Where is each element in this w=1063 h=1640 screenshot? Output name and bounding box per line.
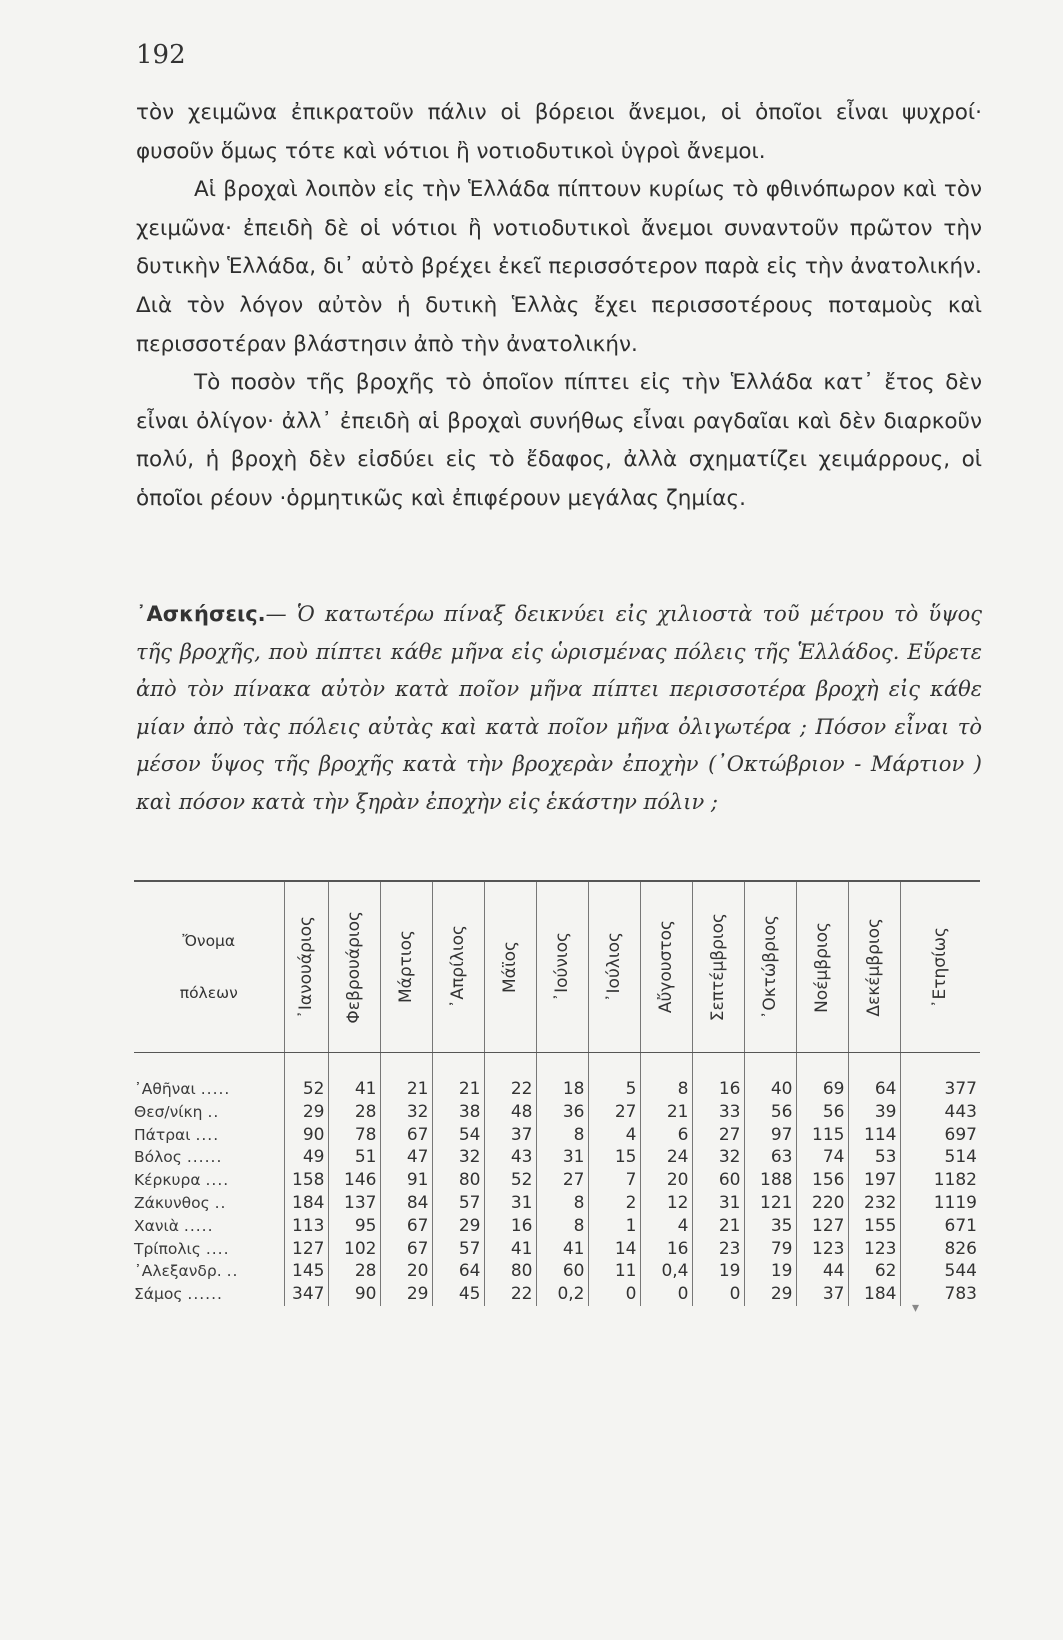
month-header-label: Αὔγουστος bbox=[656, 920, 676, 1014]
city-name: Τρίπολις bbox=[134, 1239, 201, 1258]
rainfall-value-cell: 145 bbox=[284, 1260, 328, 1283]
rainfall-value-cell: 67 bbox=[380, 1238, 432, 1261]
rainfall-value-cell: 5 bbox=[588, 1053, 640, 1101]
rainfall-value-cell: 63 bbox=[744, 1146, 796, 1169]
annual-value-cell: 1182 bbox=[900, 1169, 980, 1192]
table-row bbox=[134, 1192, 980, 1215]
rainfall-value-cell: 97 bbox=[744, 1124, 796, 1147]
month-header-label: ᾿Οκτώβριος bbox=[760, 914, 780, 1020]
rainfall-value-cell: 21 bbox=[380, 1053, 432, 1101]
annual-value-cell: 671 bbox=[900, 1215, 980, 1238]
rainfall-value-cell: 2 bbox=[588, 1192, 640, 1215]
exercise-section bbox=[136, 596, 982, 821]
rainfall-value-cell: 232 bbox=[848, 1192, 900, 1215]
month-header-label: ᾿Απρίλιος bbox=[448, 925, 468, 1009]
leader-dots: ...... bbox=[187, 1285, 223, 1304]
rainfall-value-cell: 69 bbox=[796, 1053, 848, 1101]
rainfall-value-cell: 28 bbox=[328, 1101, 380, 1124]
rainfall-value-cell: 20 bbox=[640, 1169, 692, 1192]
rainfall-value-cell: 20 bbox=[380, 1260, 432, 1283]
rainfall-value-cell: 155 bbox=[848, 1215, 900, 1238]
rainfall-value-cell: 220 bbox=[796, 1192, 848, 1215]
annual-value-cell: 783 bbox=[900, 1283, 980, 1306]
city-header-line-1: Ὄνομα bbox=[182, 932, 236, 950]
rainfall-table-container bbox=[134, 880, 980, 1640]
rainfall-value-cell: 95 bbox=[328, 1215, 380, 1238]
table-body bbox=[134, 1053, 980, 1306]
exercise-title: ᾿Ασκήσεις. bbox=[136, 602, 266, 626]
rainfall-value-cell: 114 bbox=[848, 1124, 900, 1147]
rainfall-value-cell: 32 bbox=[380, 1101, 432, 1124]
month-header bbox=[588, 881, 640, 1053]
rainfall-value-cell: 37 bbox=[484, 1124, 536, 1147]
rainfall-table bbox=[134, 880, 980, 1306]
annual-value-cell: 377 bbox=[900, 1053, 980, 1101]
rainfall-value-cell: 80 bbox=[432, 1169, 484, 1192]
rainfall-value-cell: 137 bbox=[328, 1192, 380, 1215]
month-header-label: ᾿Ιούλιος bbox=[604, 932, 624, 1002]
rainfall-value-cell: 44 bbox=[796, 1260, 848, 1283]
leader-dots: .... bbox=[205, 1171, 230, 1190]
rainfall-value-cell: 28 bbox=[328, 1260, 380, 1283]
rainfall-value-cell: 29 bbox=[744, 1283, 796, 1306]
rainfall-value-cell: 57 bbox=[432, 1238, 484, 1261]
rainfall-value-cell: 7 bbox=[588, 1169, 640, 1192]
month-header bbox=[380, 881, 432, 1053]
rainfall-value-cell: 29 bbox=[284, 1101, 328, 1124]
rainfall-value-cell: 6 bbox=[640, 1124, 692, 1147]
rainfall-value-cell: 102 bbox=[328, 1238, 380, 1261]
rainfall-value-cell: 11 bbox=[588, 1260, 640, 1283]
table-header-row bbox=[134, 881, 980, 1053]
month-header bbox=[848, 881, 900, 1053]
month-header-label: Φεβρουάριος bbox=[344, 910, 364, 1024]
rainfall-value-cell: 19 bbox=[744, 1260, 796, 1283]
table-row bbox=[134, 1283, 980, 1306]
city-name: Πάτραι bbox=[134, 1125, 191, 1144]
rainfall-value-cell: 22 bbox=[484, 1283, 536, 1306]
rainfall-value-cell: 113 bbox=[284, 1215, 328, 1238]
rainfall-value-cell: 41 bbox=[484, 1238, 536, 1261]
month-header-label: ᾿Ιούνιος bbox=[552, 932, 572, 1002]
leader-dots: ..... bbox=[200, 1080, 231, 1098]
rainfall-value-cell: 67 bbox=[380, 1215, 432, 1238]
rainfall-value-cell: 115 bbox=[796, 1124, 848, 1147]
rainfall-value-cell: 78 bbox=[328, 1124, 380, 1147]
rainfall-value-cell: 51 bbox=[328, 1146, 380, 1169]
rainfall-value-cell: 22 bbox=[484, 1053, 536, 1101]
paragraph-2: Αἱ βροχαὶ λοιπὸν εἰς τὴν Ἑλλάδα πίπτουν κυρίως τὸ φθινόπωρον καὶ τὸν χειμῶνα· ἐπειδὴ δὲ οἱ νότιοι ἢ νοτιοδυτικοὶ ἄνεμοι συναντοῦν πρῶτον τὴν δυτικὴν Ἑλλάδα, δι᾿ αὐτὸ βρέχει ἐκεῖ περισσότερον παρὰ εἰς τὴν ἀνατολικήν. Διὰ τὸν λόγον αὐτὸν ἡ δυτικὴ Ἑλλὰς ἔχει περισσοτέρους ποταμοὺς καὶ περισσοτέραν βλάστησιν ἀπὸ τὴν ἀνατολικήν. bbox=[136, 177, 982, 357]
table-row bbox=[134, 1124, 980, 1147]
annual-header bbox=[900, 881, 980, 1053]
rainfall-value-cell: 4 bbox=[588, 1124, 640, 1147]
rainfall-value-cell: 27 bbox=[588, 1101, 640, 1124]
rainfall-value-cell: 19 bbox=[692, 1260, 744, 1283]
rainfall-value-cell: 21 bbox=[692, 1215, 744, 1238]
city-name-cell bbox=[134, 1192, 284, 1215]
rainfall-value-cell: 52 bbox=[484, 1169, 536, 1192]
rainfall-value-cell: 40 bbox=[744, 1053, 796, 1101]
rainfall-value-cell: 8 bbox=[536, 1215, 588, 1238]
rainfall-value-cell: 8 bbox=[536, 1192, 588, 1215]
month-header-label: Δεκέμβριος bbox=[864, 917, 884, 1017]
rainfall-value-cell: 41 bbox=[536, 1238, 588, 1261]
rainfall-value-cell: 0 bbox=[588, 1283, 640, 1306]
rainfall-value-cell: 156 bbox=[796, 1169, 848, 1192]
rainfall-value-cell: 18 bbox=[536, 1053, 588, 1101]
city-name: Σάμος bbox=[134, 1285, 183, 1304]
annual-value-cell: 443 bbox=[900, 1101, 980, 1124]
rainfall-value-cell: 48 bbox=[484, 1101, 536, 1124]
rainfall-value-cell: 79 bbox=[744, 1238, 796, 1261]
rainfall-value-cell: 41 bbox=[328, 1053, 380, 1101]
rainfall-value-cell: 21 bbox=[640, 1101, 692, 1124]
rainfall-value-cell: 57 bbox=[432, 1192, 484, 1215]
rainfall-value-cell: 0 bbox=[640, 1283, 692, 1306]
rainfall-value-cell: 52 bbox=[284, 1053, 328, 1101]
rainfall-value-cell: 12 bbox=[640, 1192, 692, 1215]
table-row bbox=[134, 1101, 980, 1124]
city-name-cell bbox=[134, 1169, 284, 1192]
rainfall-value-cell: 32 bbox=[432, 1146, 484, 1169]
leader-dots: .... bbox=[195, 1125, 220, 1144]
rainfall-value-cell: 90 bbox=[328, 1283, 380, 1306]
rainfall-value-cell: 27 bbox=[692, 1124, 744, 1147]
month-header-label: Μάρτιος bbox=[396, 930, 416, 1004]
rainfall-value-cell: 8 bbox=[640, 1053, 692, 1101]
rainfall-value-cell: 16 bbox=[692, 1053, 744, 1101]
rainfall-value-cell: 27 bbox=[536, 1169, 588, 1192]
city-name: Θεσ/νίκη bbox=[134, 1102, 203, 1121]
body-text bbox=[136, 94, 982, 519]
rainfall-value-cell: 54 bbox=[432, 1124, 484, 1147]
rainfall-value-cell: 45 bbox=[432, 1283, 484, 1306]
rainfall-value-cell: 8 bbox=[536, 1124, 588, 1147]
month-header-label: ᾿Ιανουάριος bbox=[296, 915, 316, 1019]
table-row bbox=[134, 1260, 980, 1283]
leader-dots: .... bbox=[205, 1239, 230, 1258]
rainfall-value-cell: 67 bbox=[380, 1124, 432, 1147]
rainfall-value-cell: 14 bbox=[588, 1238, 640, 1261]
leader-dots: .. bbox=[226, 1262, 239, 1281]
rainfall-value-cell: 4 bbox=[640, 1215, 692, 1238]
rainfall-value-cell: 0 bbox=[692, 1283, 744, 1306]
rainfall-value-cell: 123 bbox=[796, 1238, 848, 1261]
rainfall-value-cell: 64 bbox=[432, 1260, 484, 1283]
city-name: ᾿Αλεξανδρ. bbox=[134, 1262, 222, 1281]
rainfall-value-cell: 158 bbox=[284, 1169, 328, 1192]
rainfall-value-cell: 184 bbox=[284, 1192, 328, 1215]
rainfall-value-cell: 62 bbox=[848, 1260, 900, 1283]
rainfall-value-cell: 31 bbox=[536, 1146, 588, 1169]
rainfall-value-cell: 84 bbox=[380, 1192, 432, 1215]
rainfall-value-cell: 38 bbox=[432, 1101, 484, 1124]
rainfall-value-cell: 347 bbox=[284, 1283, 328, 1306]
annual-header-label: ᾿Ετησίως bbox=[930, 926, 951, 1008]
rainfall-value-cell: 74 bbox=[796, 1146, 848, 1169]
rainfall-value-cell: 146 bbox=[328, 1169, 380, 1192]
rainfall-value-cell: 31 bbox=[692, 1192, 744, 1215]
table-row bbox=[134, 1215, 980, 1238]
rainfall-value-cell: 127 bbox=[796, 1215, 848, 1238]
table-row bbox=[134, 1053, 980, 1101]
exercise-text: Ὁ κατωτέρω πίναξ δεικνύει εἰς χιλιοστὰ τοῦ μέτρου τὸ ὕψος τῆς βροχῆς, ποὺ πίπτει κάθε μῆνα εἰς ὡρισμένας πόλεις τῆς Ἑλλάδος. Εὕρετε ἀπὸ τὸν πίνακα αὐτὸν κατὰ ποῖον μῆνα πίπτει περισσοτέρα βροχὴ εἰς κάθε μίαν ἀπὸ τὰς πόλεις αὐτὰς καὶ κατὰ ποῖον μῆνα ὀλιγωτέρα ; Πόσον εἶναι τὸ μέσον ὕψος τῆς βροχῆς κατὰ τὴν βροχερὰν ἐποχὴν (᾿Οκτώβριον - Μάρτιον ) καὶ πόσον κατὰ τὴν ξηρὰν ἐποχὴν εἰς ἑκάστην πόλιν ; bbox=[136, 602, 982, 814]
month-header-label: Μάϊος bbox=[500, 940, 520, 993]
paragraph-3: Τὸ ποσὸν τῆς βροχῆς τὸ ὁποῖον πίπτει εἰς τὴν Ἑλλάδα κατ᾿ ἔτος δὲν εἶναι ὀλίγον· ἀλλ᾿ ἐπειδὴ αἱ βροχαὶ συνήθως εἶναι ραγδαῖαι καὶ δὲν διαρκοῦν πολύ, ἡ βροχὴ δὲν εἰσδύει εἰς τὸ ἔδαφος, ἀλλὰ σχηματίζει χειμάρρους, οἱ ὁποῖοι ρέουν ·ὁρμητικῶς καὶ ἐπιφέρουν μεγάλας ζημίας. bbox=[136, 370, 982, 511]
month-header-label: Νοέμβριος bbox=[812, 921, 832, 1013]
paragraph-1: τὸν χειμῶνα ἐπικρατοῦν πάλιν οἱ βόρειοι ἄνεμοι, οἱ ὁποῖοι εἶναι ψυχροί· φυσοῦν ὅμως τότε καὶ νότιοι ἢ νοτιοδυτικοὶ ὑγροὶ ἄνεμοι. bbox=[136, 100, 982, 164]
rainfall-value-cell: 188 bbox=[744, 1169, 796, 1192]
exercise-dash: — bbox=[265, 602, 297, 626]
month-header bbox=[432, 881, 484, 1053]
table-row bbox=[134, 1146, 980, 1169]
city-column-header bbox=[134, 881, 284, 1053]
annual-value-cell: 544 bbox=[900, 1260, 980, 1283]
city-header-line-2: πόλεων bbox=[179, 984, 238, 1002]
rainfall-value-cell: 56 bbox=[744, 1101, 796, 1124]
rainfall-value-cell: 121 bbox=[744, 1192, 796, 1215]
rainfall-value-cell: 53 bbox=[848, 1146, 900, 1169]
rainfall-value-cell: 37 bbox=[796, 1283, 848, 1306]
city-name-cell bbox=[134, 1238, 284, 1261]
city-name-cell bbox=[134, 1260, 284, 1283]
rainfall-value-cell: 197 bbox=[848, 1169, 900, 1192]
rainfall-value-cell: 43 bbox=[484, 1146, 536, 1169]
rainfall-value-cell: 123 bbox=[848, 1238, 900, 1261]
rainfall-value-cell: 15 bbox=[588, 1146, 640, 1169]
rainfall-value-cell: 32 bbox=[692, 1146, 744, 1169]
leader-dots: ..... bbox=[183, 1216, 214, 1235]
city-name-cell bbox=[134, 1101, 284, 1124]
annual-value-cell: 514 bbox=[900, 1146, 980, 1169]
month-header bbox=[536, 881, 588, 1053]
leader-dots: .. bbox=[207, 1102, 220, 1121]
rainfall-value-cell: 29 bbox=[432, 1215, 484, 1238]
rainfall-value-cell: 0,2 bbox=[536, 1283, 588, 1306]
city-name: Βόλος bbox=[134, 1148, 182, 1167]
rainfall-value-cell: 49 bbox=[284, 1146, 328, 1169]
month-header bbox=[284, 881, 328, 1053]
rainfall-value-cell: 33 bbox=[692, 1101, 744, 1124]
month-header bbox=[744, 881, 796, 1053]
city-name-cell bbox=[134, 1146, 284, 1169]
rainfall-value-cell: 60 bbox=[536, 1260, 588, 1283]
rainfall-value-cell: 127 bbox=[284, 1238, 328, 1261]
city-name-cell bbox=[134, 1283, 284, 1306]
rainfall-value-cell: 80 bbox=[484, 1260, 536, 1283]
rainfall-value-cell: 36 bbox=[536, 1101, 588, 1124]
rainfall-value-cell: 31 bbox=[484, 1192, 536, 1215]
rainfall-value-cell: 47 bbox=[380, 1146, 432, 1169]
rainfall-value-cell: 60 bbox=[692, 1169, 744, 1192]
table-row bbox=[134, 1238, 980, 1261]
rainfall-value-cell: 35 bbox=[744, 1215, 796, 1238]
city-name-cell bbox=[134, 1215, 284, 1238]
rainfall-value-cell: 29 bbox=[380, 1283, 432, 1306]
page-number: 192 bbox=[136, 40, 186, 70]
rainfall-value-cell: 1 bbox=[588, 1215, 640, 1238]
month-header-label: Σεπτέμβριος bbox=[708, 912, 728, 1022]
annual-value-cell: 826 bbox=[900, 1238, 980, 1261]
month-header bbox=[692, 881, 744, 1053]
rainfall-value-cell: 64 bbox=[848, 1053, 900, 1101]
city-name: Κέρκυρα bbox=[134, 1171, 201, 1190]
rainfall-value-cell: 184 bbox=[848, 1283, 900, 1306]
rainfall-value-cell: 16 bbox=[484, 1215, 536, 1238]
print-speck: ▾ bbox=[912, 1300, 920, 1316]
rainfall-value-cell: 16 bbox=[640, 1238, 692, 1261]
city-name-cell bbox=[134, 1124, 284, 1147]
rainfall-value-cell: 21 bbox=[432, 1053, 484, 1101]
rainfall-value-cell: 90 bbox=[284, 1124, 328, 1147]
annual-value-cell: 1119 bbox=[900, 1192, 980, 1215]
rainfall-value-cell: 24 bbox=[640, 1146, 692, 1169]
rainfall-value-cell: 23 bbox=[692, 1238, 744, 1261]
rainfall-value-cell: 91 bbox=[380, 1169, 432, 1192]
table-row bbox=[134, 1169, 980, 1192]
city-name-cell bbox=[134, 1053, 284, 1101]
city-name: Ζάκυνθος bbox=[134, 1193, 210, 1212]
month-header bbox=[484, 881, 536, 1053]
rainfall-value-cell: 0,4 bbox=[640, 1260, 692, 1283]
month-header bbox=[640, 881, 692, 1053]
rainfall-value-cell: 39 bbox=[848, 1101, 900, 1124]
leader-dots: ...... bbox=[186, 1148, 223, 1167]
rainfall-value-cell: 56 bbox=[796, 1101, 848, 1124]
month-header bbox=[796, 881, 848, 1053]
annual-value-cell: 697 bbox=[900, 1124, 980, 1147]
city-name: ᾿Αθῆναι bbox=[134, 1080, 196, 1098]
leader-dots: .. bbox=[214, 1193, 227, 1212]
city-name: Χανιὰ bbox=[134, 1216, 179, 1235]
month-header bbox=[328, 881, 380, 1053]
